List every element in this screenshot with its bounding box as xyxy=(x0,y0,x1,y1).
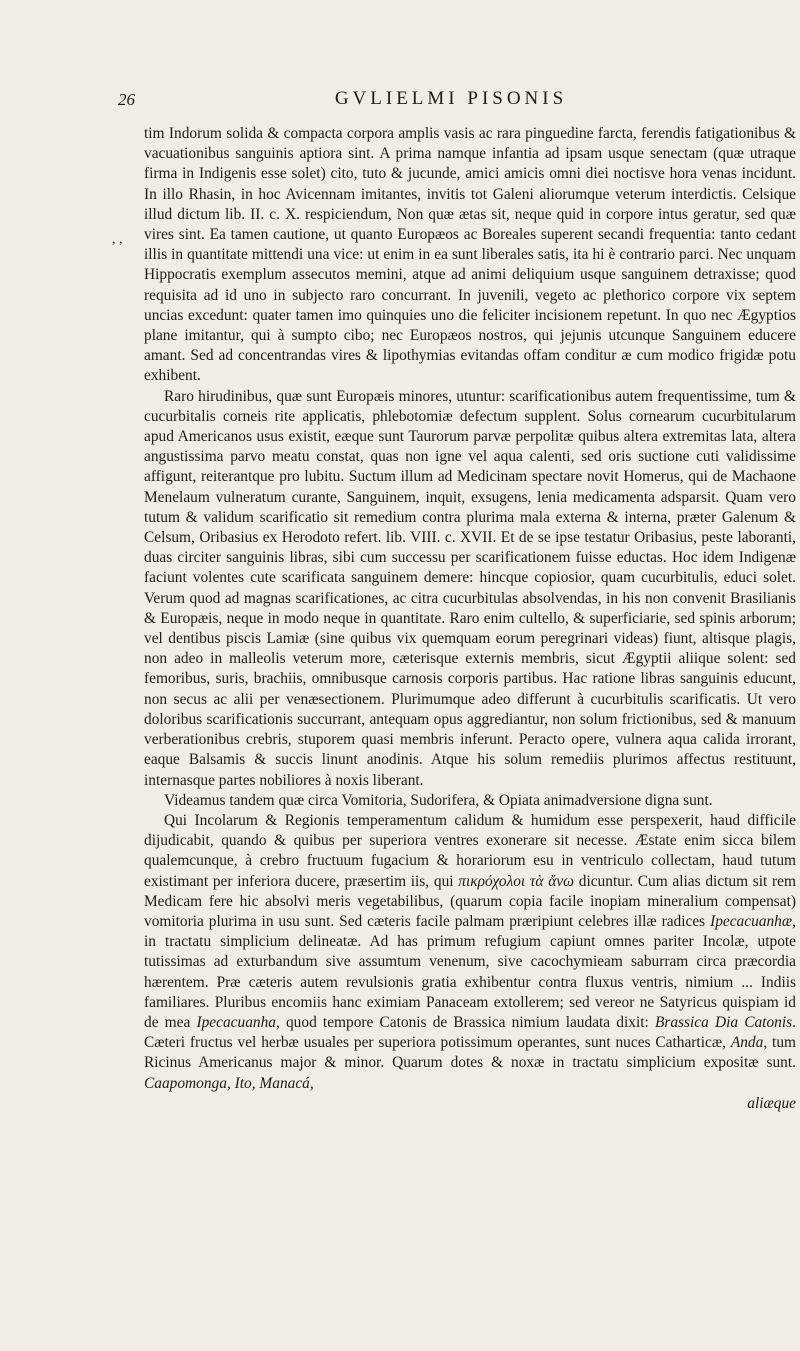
margin-quotation-mark: , , xyxy=(112,232,123,247)
running-head: GVLIELMI PISONIS xyxy=(334,88,568,109)
p4-text-3: , in tractatu simplicium delineatæ. Ad has primum refugium capiunt omnes pariter Incolæ, utpote tutissimas ad exturbandum sive assumtum venenum, sive cacochymieam saburram circa præcordia hærentem. Præ cæteris autem revulsionis gratia exhibentur contra fluxus ventris, nimium ... Indiis familiares. Pluribus encomiis hanc eximiam Panaceam extollerem; sed vereor ne Satyricus quispiam id de mea xyxy=(144,912,796,1031)
greek-phrase: πικρόχολοι τὰ ἄνω xyxy=(458,872,575,890)
ipecacuanha-term-1: Ipecacuanhæ xyxy=(710,912,793,930)
page-number: 26 xyxy=(118,90,135,109)
p4-text-1: Qui Incolarum & Regionis temperamentum calidum & humidum esse perspexerit, haud difficile dijudicabit, quando & quibus per superiora ventres exonerare sit necesse. Æstate enim sicca bilem qualemcunque, à crebro fructuum fugacium & horariorum esu in ventriculo collectam, haud tutum existimant per inferiora ducere, præsertim iis, qui xyxy=(144,811,796,890)
ipecacuanha-term-2: Ipecacuanha xyxy=(196,1013,276,1031)
plant-names: Caapomonga, Ito, Manacá, xyxy=(144,1074,314,1092)
paragraph-2: Raro hirudinibus, quæ sunt Europæis minores, utuntur: scarificationibus autem frequentissime, tum & cucurbitalis corneis rite applicatis, phlebotomiæ defectum supplent. Solus cornearum cucurbitularum apud Americanos usus existit, eæque sunt Taurorum parvæ perpolitæ quibus altera extremitas lata, altera angustissima parvo meatu constat, quas non igne vel aqua calenti, sed oris suctione cuti validissime affigunt, reiterantque pro lubitu. Suctum illum ad Medicinam spectare novit Homerus, qui de Machaone Menelaum vulneratum curante, Sanguinem, inquit, exsugens, lenia medicamenta adsparsit. Quam vero tutum & validum scarificatio sit remedium contra plurima mala externa & interna, præter Galenum & Celsum, Oribasius ex Herodoto refert. lib. VIII. c. XVII. Et de se ipse testatur Oribasius, peste laboranti, duas circiter sanguinis libras, sibi cum successu per scarificationem fuisse eductas. Hoc idem Indigenæ faciunt volentes cute scarificata sanguinem demere: hincque copiosior, quam cucurbitulis, educi solet. Verum quod ad magnas scarificationes, ac citra cucurbitulas absolvendas, in his non convenit Brasilianis & Europæis, neque in modo neque in quantitate. Raro enim cultello, & superficiarie, sed spinis arborum; vel dentibus piscis Lamiæ (sine quibus vix quemquam eorum peregrinari videas) fiunt, altisque plagis, non adeo in malleolis veterum more, cæterisque externis membris, sicut Ægyptii aliique solent: sed femoribus, suris, brachiis, omnibusque carnosis corporis partibus. Hac ratione libras sanguinis educunt, non secus ac alii per venæsectionem. Plurimumque adeo differunt à cucurbitulis scarificatis. Ut vero doloribus scarificationis succurrant, antequam opus aggrediantur, non solum frictionibus, sed & manuum verberationibus crebris, stuporem quasi membris inferunt. Peracto opere, vulnera aqua calida irrorant, eaque Balsamis & succis linunt anodinis. Atque his solum remediis plurimos affectus restituunt, internasque partes nobiliores à noxis liberant. xyxy=(144,387,796,789)
paragraph-1: tim Indorum solida & compacta corpora amplis vasis ac rara pinguedine farcta, ferendis fatigationibus & vacuationibus sanguinis aptiora sint. A prima namque infantia ad ipsam usque senectam (quæ utraque firma in Indigenis esse solet) cito, tuto & jucunde, amici amicis omni diei noctisve hora venas incidunt. In illo Rhasin, in hoc Avicennam imitantes, invitis tot Galeni aliorumque veterum interdictis. Celsique illud dictum lib. II. c. X. respiciendum, Non quæ ætas sit, neque quid in corpore intus geratur, sed quæ vires sint. Ea tamen cautione, ut quanto Europæos ac Boreales superent secandi frequentia: tanto cedant illis in quantitate mittendi una vice: ut enim in ea sunt liberales satis, ita hi è contrario parci. Nec unquam Hippocratis exemplum assecutos memini, atque ad animi deliquium usque sanguinem detraxisse; quod requisita ad id uno in subjecto raro concurrant. In juvenili, vegeto ac plethorico corpore vix septem uncias excedunt: quater tamen imo quinquies uno die feliciter incisionem repetunt. In quo nec Ægyptios plane imitantur, qui à sumpto cibo; nec Europæos nostros, qui jejunis utcunque Sanguinem educere amant. Sed ad concentrandas vires & lipothymias evitandas offam conditur æ cum modico frigidæ potu exhibent. xyxy=(144,125,796,385)
p4-text-6: , tum Ricinus Americanus major & minor. Quarum dotes & noxæ in tractatu simplicium expositæ sunt. xyxy=(144,1034,796,1072)
body-text xyxy=(144,124,796,1114)
page-header xyxy=(118,90,784,120)
p4-text-4: , quod tempore Catonis de Brassica nimium laudata dixit: xyxy=(275,1013,649,1031)
paragraph-3: Videamus tandem quæ circa Vomitoria, Sudorifera, & Opiata animadversione digna sunt. xyxy=(164,791,713,809)
catchword: aliæque xyxy=(747,1094,796,1112)
paragraph-4 xyxy=(144,811,796,1094)
p4-text-5: . Cæteri fructus vel herbæ usuales per superiora potissimum operantes, sunt nuces Catharticæ, xyxy=(144,1013,796,1052)
brassica-quote: Brassica Dia Catonis xyxy=(654,1013,793,1031)
anda-term: Anda xyxy=(730,1034,764,1052)
p4-text-2: dicuntur. Cum alias dictum sit rem Medicam fere hic absolvi meris vegetabilibus, (quarum copia facile inopiam mineralium compensat) vomitoria plurima in usu sunt. Sed cæteris facile palmam præripiunt celebres illæ radices xyxy=(144,872,796,930)
